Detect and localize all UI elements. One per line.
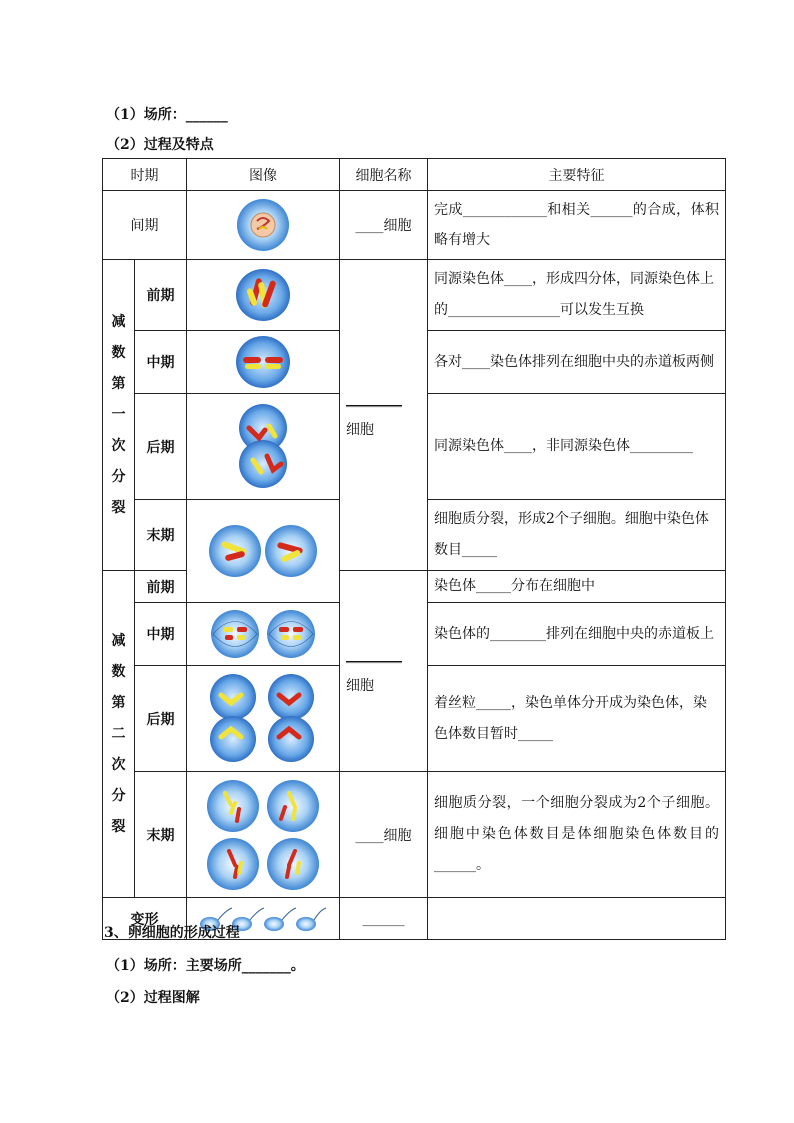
transform-period: 变形 bbox=[103, 898, 187, 940]
m2-char-4: 次 bbox=[111, 756, 126, 773]
interphase-cell-name: ____细胞 bbox=[340, 191, 428, 260]
m1-metaphase-stage: 中期 bbox=[135, 331, 187, 394]
interphase-image bbox=[187, 191, 340, 260]
interphase-feature: 完成____________和相关______的合成，体积略有增大 bbox=[428, 191, 726, 260]
m1-char-2: 第 bbox=[111, 375, 126, 392]
process-line: （2）过程及特点 bbox=[106, 137, 214, 153]
m2-telophase-row bbox=[103, 772, 726, 898]
egg-place: （1）场所：主要场所_______。 bbox=[106, 958, 305, 974]
interphase-row bbox=[103, 191, 726, 260]
m1-anaphase-stage: 后期 bbox=[135, 394, 187, 500]
m2-cell-name-line: ________ bbox=[346, 648, 402, 664]
m1-char-1: 数 bbox=[111, 344, 126, 361]
place-line: （1）场所：______ bbox=[106, 107, 228, 123]
m2-anaphase-stage: 后期 bbox=[135, 666, 187, 772]
m2-char-1: 数 bbox=[111, 663, 126, 680]
egg-process: （2）过程图解 bbox=[106, 990, 200, 1006]
m1-telophase-stage: 末期 bbox=[135, 500, 187, 571]
interphase-cell-illustration bbox=[235, 197, 291, 253]
m2-metaphase-feature: 染色体的________排列在细胞中央的赤道板上 bbox=[428, 603, 726, 666]
header-period: 时期 bbox=[103, 159, 187, 191]
m2-telophase-cell-illustration bbox=[205, 779, 321, 891]
m2-char-0: 减 bbox=[111, 632, 126, 649]
meiosis1-cell-name bbox=[340, 260, 428, 571]
interphase-period: 间期 bbox=[103, 191, 187, 260]
m1-char-3: 一 bbox=[111, 406, 126, 423]
m2-char-5: 分 bbox=[111, 787, 126, 804]
m1-char-0: 减 bbox=[111, 313, 126, 330]
m2-prophase-stage: 前期 bbox=[135, 571, 187, 603]
m1-cell-name-line: ________ bbox=[346, 392, 402, 408]
m1-anaphase-feature: 同源染色体____，非同源染色体_________ bbox=[428, 394, 726, 500]
m1-prophase-image bbox=[187, 260, 340, 331]
m2-telophase-stage: 末期 bbox=[135, 772, 187, 898]
m1-prophase-cell-illustration bbox=[235, 268, 291, 322]
transform-feature bbox=[428, 898, 726, 940]
m2-telophase-cell-name: ____细胞 bbox=[340, 772, 428, 898]
header-cell-name: 细胞名称 bbox=[340, 159, 428, 191]
m1-prophase-row bbox=[103, 260, 726, 331]
m1-telophase-image bbox=[187, 500, 340, 603]
m2-telophase-image bbox=[187, 772, 340, 898]
m2-anaphase-feature: 着丝粒_____，染色单体分开成为染色体，染色体数目暂时_____ bbox=[428, 666, 726, 772]
header-image: 图像 bbox=[187, 159, 340, 191]
egg-title: 3、卵细胞的形成过程 bbox=[104, 925, 240, 941]
m2-anaphase-cell-illustration bbox=[205, 673, 321, 765]
m2-metaphase-image bbox=[187, 603, 340, 666]
m1-metaphase-feature: 各对____染色体排列在细胞中央的赤道板两侧 bbox=[428, 331, 726, 394]
meiosis-table bbox=[102, 158, 726, 940]
m1-anaphase-image bbox=[187, 394, 340, 500]
m1-char-5: 分 bbox=[111, 468, 126, 485]
transform-cell-name: ______ bbox=[340, 898, 428, 940]
m1-anaphase-cell-illustration bbox=[233, 404, 293, 490]
m1-telophase-feature: 细胞质分裂，形成2个子细胞。细胞中染色体数目_____ bbox=[428, 500, 726, 571]
m2-char-3: 二 bbox=[111, 725, 126, 742]
m1-cell-name-word: 细胞 bbox=[346, 422, 374, 438]
m2-anaphase-image bbox=[187, 666, 340, 772]
m1-prophase-stage: 前期 bbox=[135, 260, 187, 331]
m2-char-6: 裂 bbox=[111, 818, 126, 835]
m2-telophase-feature: 细胞质分裂，一个细胞分裂成为2个子细胞。细胞中染色体数目是体细胞染色体数目的______。 bbox=[428, 772, 726, 898]
m1-telophase-cell-illustration bbox=[207, 523, 319, 579]
m2-metaphase-stage: 中期 bbox=[135, 603, 187, 666]
m2-cell-name-word: 细胞 bbox=[346, 678, 374, 694]
header-row bbox=[103, 159, 726, 191]
meiosis2-label bbox=[103, 571, 135, 898]
m2-prophase-feature: 染色体_____分布在细胞中 bbox=[428, 571, 726, 603]
m1-metaphase-image bbox=[187, 331, 340, 394]
m2-char-2: 第 bbox=[111, 694, 126, 711]
header-feature: 主要特征 bbox=[428, 159, 726, 191]
m1-prophase-feature: 同源染色体____，形成四分体，同源染色体上的________________可以发生互换 bbox=[428, 260, 726, 331]
m2-metaphase-cell-illustration bbox=[207, 609, 319, 659]
meiosis1-label bbox=[103, 260, 135, 571]
m1-char-4: 次 bbox=[111, 437, 126, 454]
m1-char-6: 裂 bbox=[111, 499, 126, 516]
meiosis2-cell-name bbox=[340, 571, 428, 772]
m1-metaphase-cell-illustration bbox=[235, 335, 291, 389]
